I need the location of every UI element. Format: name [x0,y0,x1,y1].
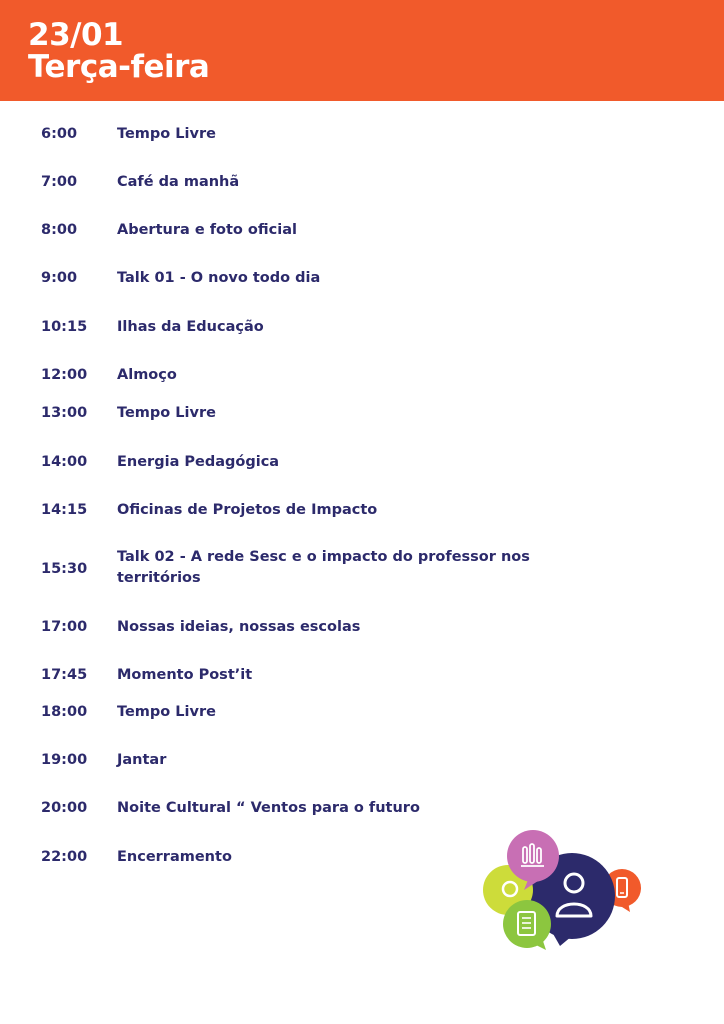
schedule-time: 22:00 [41,849,88,865]
schedule-title: Almoço [117,367,177,383]
schedule-title: Tempo Livre [117,126,216,142]
schedule-time: 7:00 [41,174,78,190]
schedule-title: Tempo Livre [117,405,216,421]
schedule-title: Ilhas da Educação [117,319,264,335]
schedule-title: Nossas ideias, nossas escolas [117,619,361,635]
page-weekday: Terça-feira [28,49,210,85]
schedule-time: 19:00 [41,752,88,768]
document-icon [503,900,551,950]
schedule-time: 17:45 [41,667,88,683]
schedule-time: 8:00 [41,222,78,238]
schedule-title: Abertura e foto oficial [117,222,297,238]
schedule-title: Encerramento [117,849,232,865]
schedule-time: 17:00 [41,619,88,635]
schedule-time: 13:00 [41,405,88,421]
header-bar [0,0,724,101]
schedule-time: 14:00 [41,454,88,470]
schedule-title: Café da manhã [117,174,240,190]
schedule-title: Talk 02 - A rede Sesc e o impacto do professor nos territórios [117,549,530,586]
schedule-title: Noite Cultural “ Ventos para o futuro [117,800,420,816]
schedule-time: 14:15 [41,502,88,518]
schedule-title: Jantar [117,752,167,768]
schedule-time: 9:00 [41,270,78,286]
event-logo [480,828,644,952]
schedule-title: Energia Pedagógica [117,454,280,470]
schedule-title: Momento Post’it [117,667,253,683]
schedule-time: 12:00 [41,367,88,383]
schedule-time: 15:30 [41,561,88,577]
schedule-title: Tempo Livre [117,704,216,720]
schedule-time: 20:00 [41,800,88,816]
page-date: 23/01 [28,17,124,53]
schedule-time: 10:15 [41,319,88,335]
schedule-time: 18:00 [41,704,88,720]
schedule-time: 6:00 [41,126,78,142]
schedule-title: Oficinas de Projetos de Impacto [117,502,378,518]
schedule-title: Talk 01 - O novo todo dia [117,270,321,286]
